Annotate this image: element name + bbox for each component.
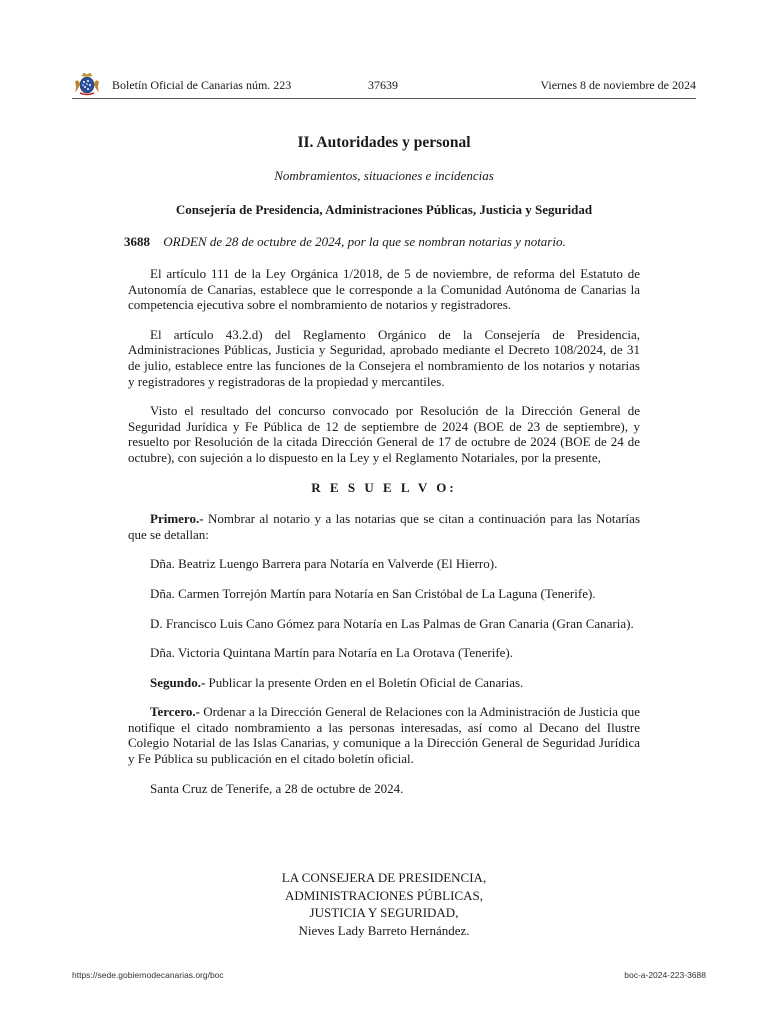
article-label: Tercero.- — [150, 704, 200, 720]
order-heading — [124, 234, 696, 250]
appointment-item: D. Francisco Luis Cano Gómez para Notaría en Las Palmas de Gran Canaria (Gran Canaria). — [150, 615, 634, 631]
article-tercero — [128, 704, 640, 766]
article-text: Nombrar al notario y a las notarias que se citan a continuación para las Notarías que se detallan: — [128, 511, 640, 542]
paragraph: El artículo 43.2.d) del Reglamento Orgánico de la Consejería de Presidencia, Administraciones Públicas, Justicia y Seguridad, aprobado mediante el Decreto 108/2024, de 31 de julio, establece entre las funciones de la Consejera el nombramiento de los notarios y notarias y registradores y registradoras de la propiedad y mercantiles. — [128, 326, 640, 389]
signature-line: ADMINISTRACIONES PÚBLICAS, — [285, 887, 483, 903]
signature-line: JUSTICIA Y SEGURIDAD, — [309, 905, 459, 920]
appointment-item: Dña. Victoria Quintana Martín para Notaría en La Orotava (Tenerife). — [150, 645, 513, 661]
signature-line: LA CONSEJERA DE PRESIDENCIA, — [281, 870, 487, 885]
paragraph: Visto el resultado del concurso convocado por Resolución de la Dirección General de Seguridad Jurídica y Fe Pública de 12 de septiembre de 2024 (BOE de 23 de septiembre), y resuelto por Resolución de la citada Dirección General de 17 de octubre de 2024 (BOE de 24 de octubre), con sujeción a lo dispuesto en la Ley y el Reglamento Notariales, por la presente, — [128, 403, 640, 465]
article-text: Ordenar a la Dirección General de Relaciones con la Administración de Justicia que notifique el citado nombramiento a las personas interesadas, así como al Decano del Ilustre Colegio Notarial de las Islas Canarias, y comunique a la Dirección General de Seguridad Jurídica y Fe Pública su publicación en el citado boletín oficial. — [128, 704, 640, 767]
appointment-item: Dña. Carmen Torrejón Martín para Notaría en San Cristóbal de La Laguna (Tenerife). — [150, 585, 596, 601]
publication-name: Boletín Oficial de Canarias núm. 223 — [112, 78, 292, 92]
footer-document-code: boc-a-2024-223-3688 — [624, 970, 706, 980]
subsection-title: Nombramientos, situaciones e incidencias — [274, 168, 494, 183]
article-label: Primero.- — [150, 511, 204, 527]
page-header — [72, 68, 696, 99]
order-number: 3688 — [124, 234, 150, 249]
publication-date: Viernes 8 de noviembre de 2024 — [540, 78, 696, 92]
signature-block — [128, 869, 640, 939]
article-segundo — [128, 675, 640, 691]
place-date: Santa Cruz de Tenerife, a 28 de octubre de 2024. — [150, 780, 404, 796]
article-label: Segundo.- — [150, 674, 206, 690]
page-number: 37639 — [368, 78, 398, 92]
canary-islands-coat-of-arms-icon — [72, 70, 102, 96]
paragraph: El artículo 111 de la Ley Orgánica 1/2018, de 5 de noviembre, de reforma del Estatuto de Autonomía de Canarias, establece que le corresponde a la Comunidad Autónoma de Canarias la competencia ejecutiva sobre el nombramiento de notarios y registradores. — [128, 266, 640, 313]
order-title: ORDEN de 28 de octubre de 2024, por la que se nombran notarias y notario. — [163, 234, 566, 249]
document-body — [128, 266, 640, 810]
appointment-item: Dña. Beatriz Luengo Barrera para Notaría en Valverde (El Hierro). — [150, 556, 498, 572]
resuelvo-heading: R E S U E L V O: — [311, 479, 457, 495]
article-primero — [128, 511, 640, 542]
article-text: Publicar la presente Orden en el Boletín Oficial de Canarias. — [205, 674, 524, 690]
section-title: II. Autoridades y personal — [297, 134, 471, 151]
department-title: Consejería de Presidencia, Administraciones Públicas, Justicia y Seguridad — [175, 202, 593, 217]
signatory-name: Nieves Lady Barreto Hernández. — [298, 922, 470, 938]
footer-url[interactable]: https://sede.gobiernodecanarias.org/boc — [72, 970, 224, 980]
